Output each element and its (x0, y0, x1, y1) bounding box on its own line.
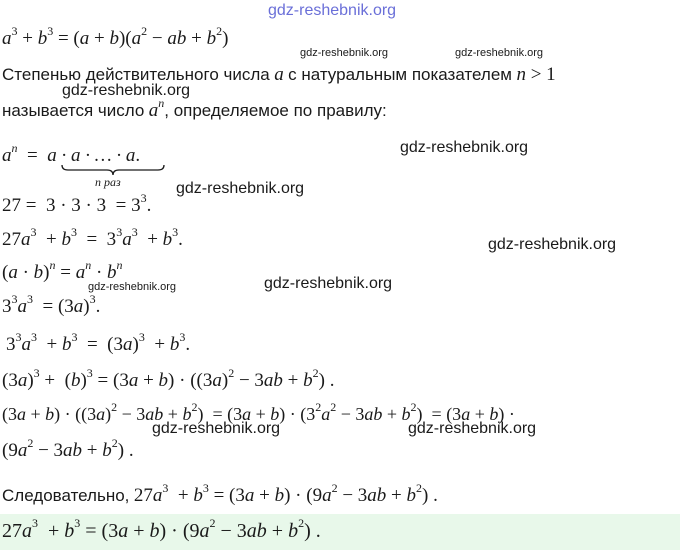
twenty-seven-as-cube: $27 = 3 \cdot 3 \cdot 3 = 3^3$. (2, 190, 152, 216)
definition-line-2: называется число $a^n$, определяемое по правилу: (2, 95, 387, 121)
power-definition: $a^n = a \cdot a$ · … · a. (2, 140, 141, 166)
factorization-line-2: $(3a + b) \cdot ((3a)^2 - 3ab + b^2) = (3a + b) \cdot (3^2a^2 - 3ab + b^2) = (3a + b)$ · (2, 400, 515, 424)
watermark: gdz-reshebnik.org (300, 47, 389, 59)
watermark: gdz-reshebnik.org (488, 236, 617, 253)
final-answer: $27a^3 + b^3 = (3a + b) \cdot (9a^2 - 3ab + b^2)$ . (2, 516, 321, 542)
watermark: gdz-reshebnik.org (152, 420, 281, 437)
product-power-rule: $(a \cdot b)^n = a^n \cdot b^n$ (2, 257, 123, 283)
rewrite-expression: $27a^3 + b^3 = 3^3a^3 + b^3$. (2, 224, 183, 250)
watermark: gdz-reshebnik.org (400, 139, 529, 156)
cube-rewrite: $3^3a^3 = (3a)^3$. (2, 291, 101, 317)
watermark: gdz-reshebnik.org (62, 82, 191, 99)
definition-line-1: Степенью действительного числа a с натуральным показателем n > 1 (2, 64, 556, 85)
watermark: gdz-reshebnik.org (176, 180, 305, 197)
factorization-line-3: $(9a^2 - 3ab + b^2)$ . (2, 435, 134, 461)
factorization-line-1: $(3a)^3 + (b)^3 = (3a + b) \cdot ((3a)^2 - 3ab + b^2)$ . (2, 365, 335, 391)
watermark: gdz-reshebnik.org (408, 420, 537, 437)
watermark: gdz-reshebnik.org (264, 275, 393, 292)
watermark: gdz-reshebnik.org (455, 47, 544, 59)
underbrace-label: n раз (95, 175, 121, 189)
watermark: gdz-reshebnik.org (88, 281, 177, 293)
watermark-top: gdz-reshebnik.org (268, 2, 397, 19)
sum-of-cubes-formula: $a^3 + b^3 = (a + b)(a^2$ − ab + $b^2$) (2, 23, 229, 49)
conclusion-line: Следовательно, $27a^3 + b^3 = (3a + b) \cdot (9a^2 - 3ab + b^2)$ . (2, 480, 438, 506)
substitution-line: $3^3a^3 + b^3 = (3a)^3 + b^3$. (6, 329, 191, 355)
